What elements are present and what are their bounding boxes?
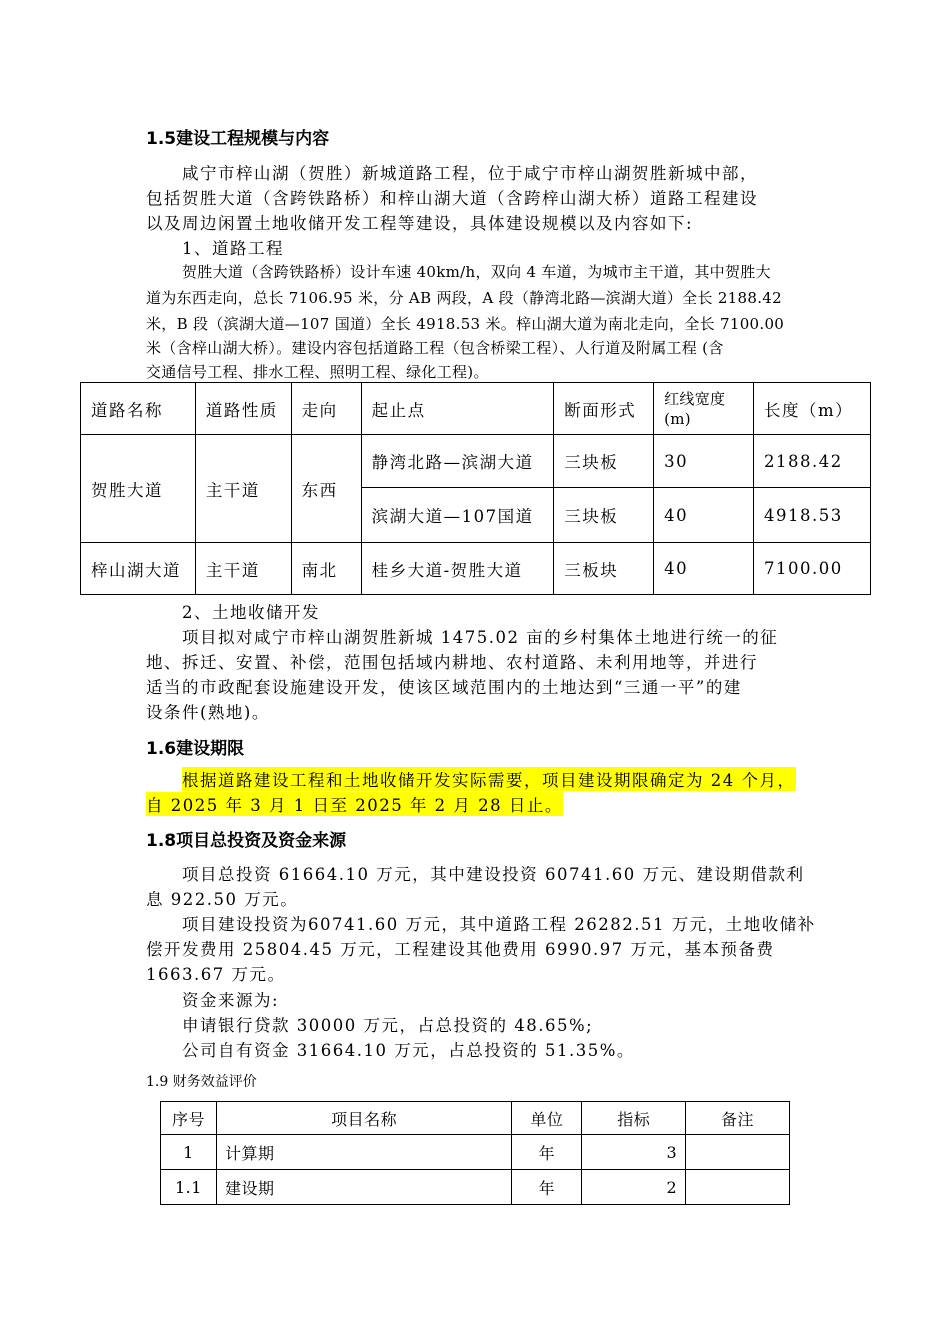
index-cell: 1.1	[161, 1170, 217, 1205]
table-header-row	[161, 1102, 790, 1135]
header-cell: 断面形式	[554, 383, 654, 435]
highlighted-period-line: 根据道路建设工程和土地收储开发实际需要，项目建设期限确定为 24 个月，	[182, 767, 796, 791]
value-cell: 3	[582, 1135, 686, 1170]
land-para-line: 适当的市政配套设施建设开发，使该区域范围内的土地达到“三通一平”的建	[146, 678, 742, 697]
length-cell: 7100.00	[753, 543, 870, 595]
road-type-cell: 主干道	[195, 435, 291, 543]
intro-line: 咸宁市梓山湖（贺胜）新城道路工程，位于咸宁市梓山湖贺胜新城中部，	[182, 164, 758, 183]
endpoints-cell: 桂乡大道-贺胜大道	[361, 543, 554, 595]
table-row	[81, 543, 871, 595]
unit-cell: 年	[512, 1170, 582, 1205]
note-cell	[686, 1170, 790, 1205]
header-cell: 备注	[686, 1102, 790, 1135]
endpoints-cell: 滨湖大道—107国道	[361, 488, 554, 543]
investment-line: 项目总投资 61664.10 万元，其中建设投资 60741.60 万元、建设期借款利	[182, 865, 805, 884]
header-cell: 单位	[512, 1102, 582, 1135]
table-row	[81, 435, 871, 488]
unit-cell: 年	[512, 1135, 582, 1170]
finance-table	[160, 1101, 790, 1205]
land-para-line: 地、拆迁、安置、补偿，范围包括域内耕地、农村道路、未利用地等，并进行	[146, 653, 758, 672]
road-para-line: 米（含梓山湖大桥）。建设内容包括道路工程（包含桥梁工程）、人行道及附属工程 (含	[146, 339, 724, 357]
investment-line: 偿开发费用 25804.45 万元，工程建设其他费用 6990.97 万元，基本预备费	[146, 940, 775, 959]
investment-line: 息 922.50 万元。	[146, 890, 299, 909]
endpoints-cell: 静湾北路—滨湖大道	[361, 435, 554, 488]
item-name-cell: 计算期	[216, 1135, 511, 1170]
road-para-line: 米，B 段（滨湖大道—107 国道）全长 4918.53 米。梓山湖大道为南北走向，全长 7100.00	[146, 315, 785, 333]
header-cell: 指标	[582, 1102, 686, 1135]
width-cell: 30	[654, 435, 754, 488]
header-width-unit: (m)	[664, 409, 691, 428]
road-name-cell: 贺胜大道	[81, 435, 196, 543]
section-form-cell: 三块板	[554, 488, 654, 543]
header-cell: 道路名称	[81, 383, 196, 435]
section-form-cell: 三板块	[554, 543, 654, 595]
investment-line: 1663.67 万元。	[146, 965, 286, 984]
header-width-label: 红线宽度	[664, 389, 726, 408]
header-cell: 走向	[291, 383, 361, 435]
road-table	[80, 382, 871, 595]
road-type-cell: 主干道	[195, 543, 291, 595]
land-para-line: 项目拟对咸宁市梓山湖贺胜新城 1475.02 亩的乡村集体土地进行统一的征	[182, 628, 779, 647]
intro-line: 以及周边闲置土地收储开发工程等建设，具体建设规模以及内容如下:	[146, 214, 694, 233]
table-row	[161, 1135, 790, 1170]
length-cell: 4918.53	[753, 488, 870, 543]
header-cell: 起止点	[361, 383, 554, 435]
table-header-row	[81, 383, 871, 435]
investment-line: 项目建设投资为60741.60 万元，其中道路工程 26282.51 万元，土地收储补	[182, 915, 816, 934]
header-cell: 序号	[161, 1102, 217, 1135]
funding-line: 公司自有资金 31664.10 万元，占总投资的 51.35%。	[182, 1041, 635, 1060]
value-cell: 2	[582, 1170, 686, 1205]
subheading-land: 2、土地收储开发	[182, 603, 320, 622]
funding-line: 资金来源为:	[182, 991, 280, 1010]
header-cell: 长度（m）	[753, 383, 870, 435]
table-row	[161, 1170, 790, 1205]
header-cell: 项目名称	[216, 1102, 511, 1135]
funding-line: 申请银行贷款 30000 万元，占总投资的 48.65%;	[182, 1016, 594, 1035]
width-cell: 40	[654, 488, 754, 543]
road-para-line: 道为东西走向，总长 7106.95 米，分 AB 两段，A 段（静湾北路—滨湖大道）全长 2188.42	[146, 289, 782, 307]
section-heading-1-6: 1.6建设期限	[146, 739, 245, 759]
section-form-cell: 三块板	[554, 435, 654, 488]
subheading-roads: 1、道路工程	[182, 239, 284, 258]
index-cell: 1	[161, 1135, 217, 1170]
road-para-line: 贺胜大道（含跨铁路桥）设计车速 40km/h，双向 4 车道，为城市主干道，其中贺胜大	[182, 263, 771, 281]
section-heading-1-8: 1.8项目总投资及资金来源	[146, 831, 347, 851]
land-para-line: 设条件(熟地)。	[146, 703, 270, 722]
item-name-cell: 建设期	[216, 1170, 511, 1205]
length-cell: 2188.42	[753, 435, 870, 488]
highlighted-period-line: 自 2025 年 3 月 1 日至 2025 年 2 月 28 日止。	[146, 792, 563, 816]
header-cell	[654, 383, 754, 435]
section-heading-1-9: 1.9 财务效益评价	[146, 1074, 257, 1090]
section-heading-1-5: 1.5建设工程规模与内容	[146, 129, 330, 149]
note-cell	[686, 1135, 790, 1170]
width-cell: 40	[654, 543, 754, 595]
road-name-cell: 梓山湖大道	[81, 543, 196, 595]
direction-cell: 南北	[291, 543, 361, 595]
header-cell: 道路性质	[195, 383, 291, 435]
intro-line: 包括贺胜大道（含跨铁路桥）和梓山湖大道（含跨梓山湖大桥）道路工程建设	[146, 189, 758, 208]
direction-cell: 东西	[291, 435, 361, 543]
road-para-line: 交通信号工程、排水工程、照明工程、绿化工程)。	[146, 363, 489, 381]
